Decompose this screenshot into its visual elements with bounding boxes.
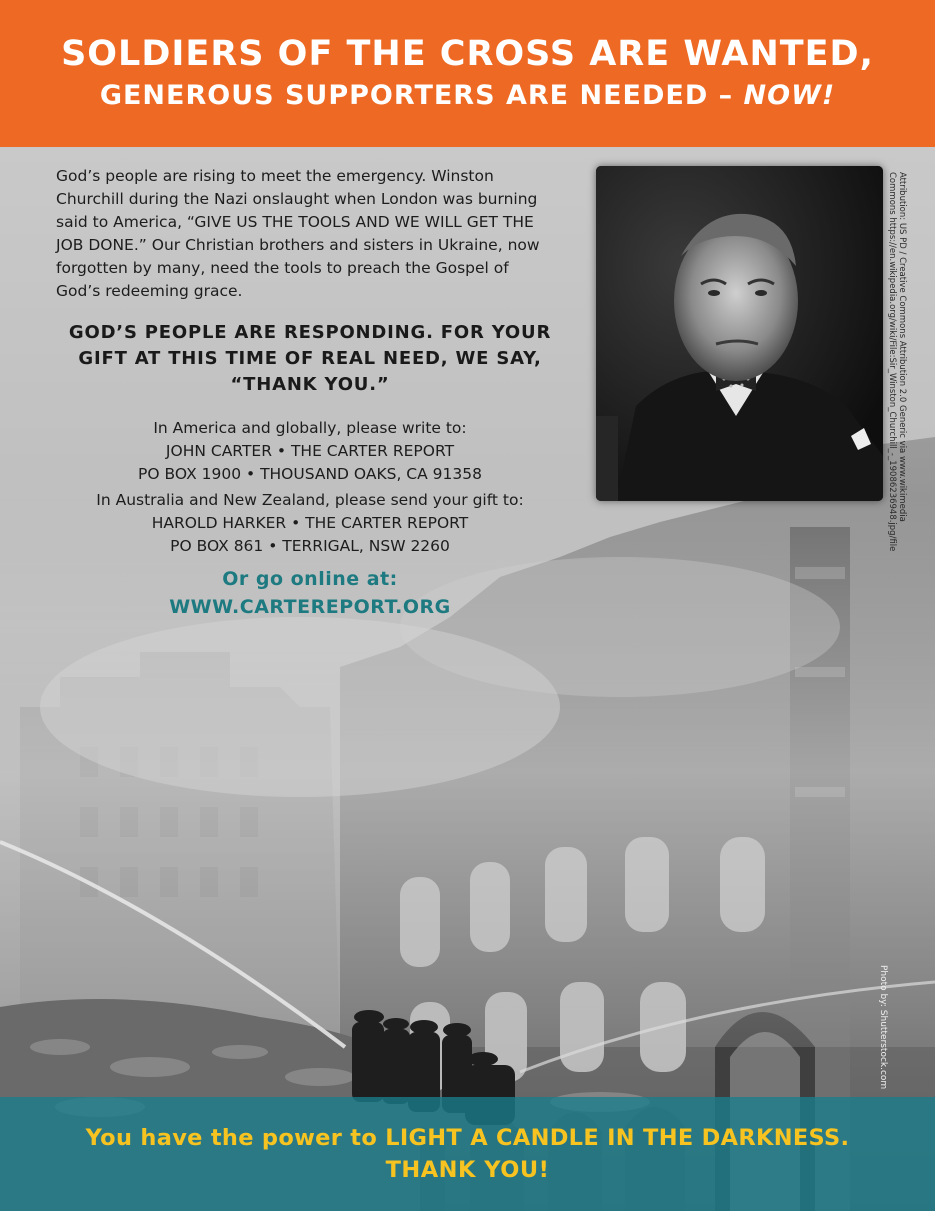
address-us-po: PO BOX 1900 • THOUSAND OAKS, CA 91358 [138, 465, 482, 483]
footer-prefix: You have the power to [85, 1125, 386, 1151]
portrait-credit [887, 172, 907, 551]
address-au-name: HAROLD HARKER • THE CARTER REPORT [151, 514, 469, 532]
address-au-intro: In Australia and New Zealand, please send your gift to: [96, 491, 524, 509]
churchill-portrait [596, 166, 883, 501]
headline-line-2 [0, 79, 935, 113]
photo-credit: Photo by: Shutterstock.com [878, 965, 888, 1090]
header-banner [0, 0, 935, 147]
appeal-line-3: “THANK YOU.” [230, 374, 390, 395]
footer-line-2: THANK YOU! [385, 1157, 550, 1183]
appeal-line-1: GOD’S PEOPLE ARE RESPONDING. FOR YOUR [68, 322, 552, 343]
address-us-name: JOHN CARTER • THE CARTER REPORT [165, 442, 455, 460]
address-au-po: PO BOX 861 • TERRIGAL, NSW 2260 [170, 537, 450, 555]
portrait-credit-line-1: Attribution: US PD / Creative Commons Attribution 2.0 Generic via www.wikimedia [897, 172, 907, 522]
portrait-credit-line-2: Commons https://en.wikipedia.org/wiki/File:Sir_Winston_Churchill_-_19086236948.jpg/file [887, 172, 897, 552]
portrait-image [596, 166, 883, 501]
address-us [40, 417, 580, 486]
appeal-line-2: GIFT AT THIS TIME OF REAL NEED, WE SAY, [78, 348, 542, 369]
footer-banner [0, 1097, 935, 1211]
address-au [40, 489, 580, 558]
footer-line-1 [0, 1123, 935, 1153]
footer-emphasis: LIGHT A CANDLE IN THE DARKNESS. [385, 1125, 850, 1151]
headline-line-1: SOLDIERS OF THE CROSS ARE WANTED, [61, 34, 874, 74]
website-link[interactable]: WWW.CARTEREPORT.ORG [169, 596, 451, 618]
online-label: Or go online at: [222, 568, 398, 590]
online-giving [40, 565, 580, 621]
headline-emphasis: NOW! [743, 80, 836, 111]
appeal-heading [40, 320, 580, 398]
headline-line-2-text: GENEROUS SUPPORTERS ARE NEEDED – [99, 80, 744, 111]
intro-paragraph: God’s people are rising to meet the emergency. Winston Churchill during the Nazi onslaught when London was burning said to America, “GIVE US THE TOOLS AND WE WILL GET THE JOB DONE.” Our Christian brothers and sisters in Ukraine, now forgotten by many, need the tools to preach the Gospel of God’s redeeming grace. [56, 167, 540, 300]
address-us-intro: In America and globally, please write to: [153, 419, 467, 437]
